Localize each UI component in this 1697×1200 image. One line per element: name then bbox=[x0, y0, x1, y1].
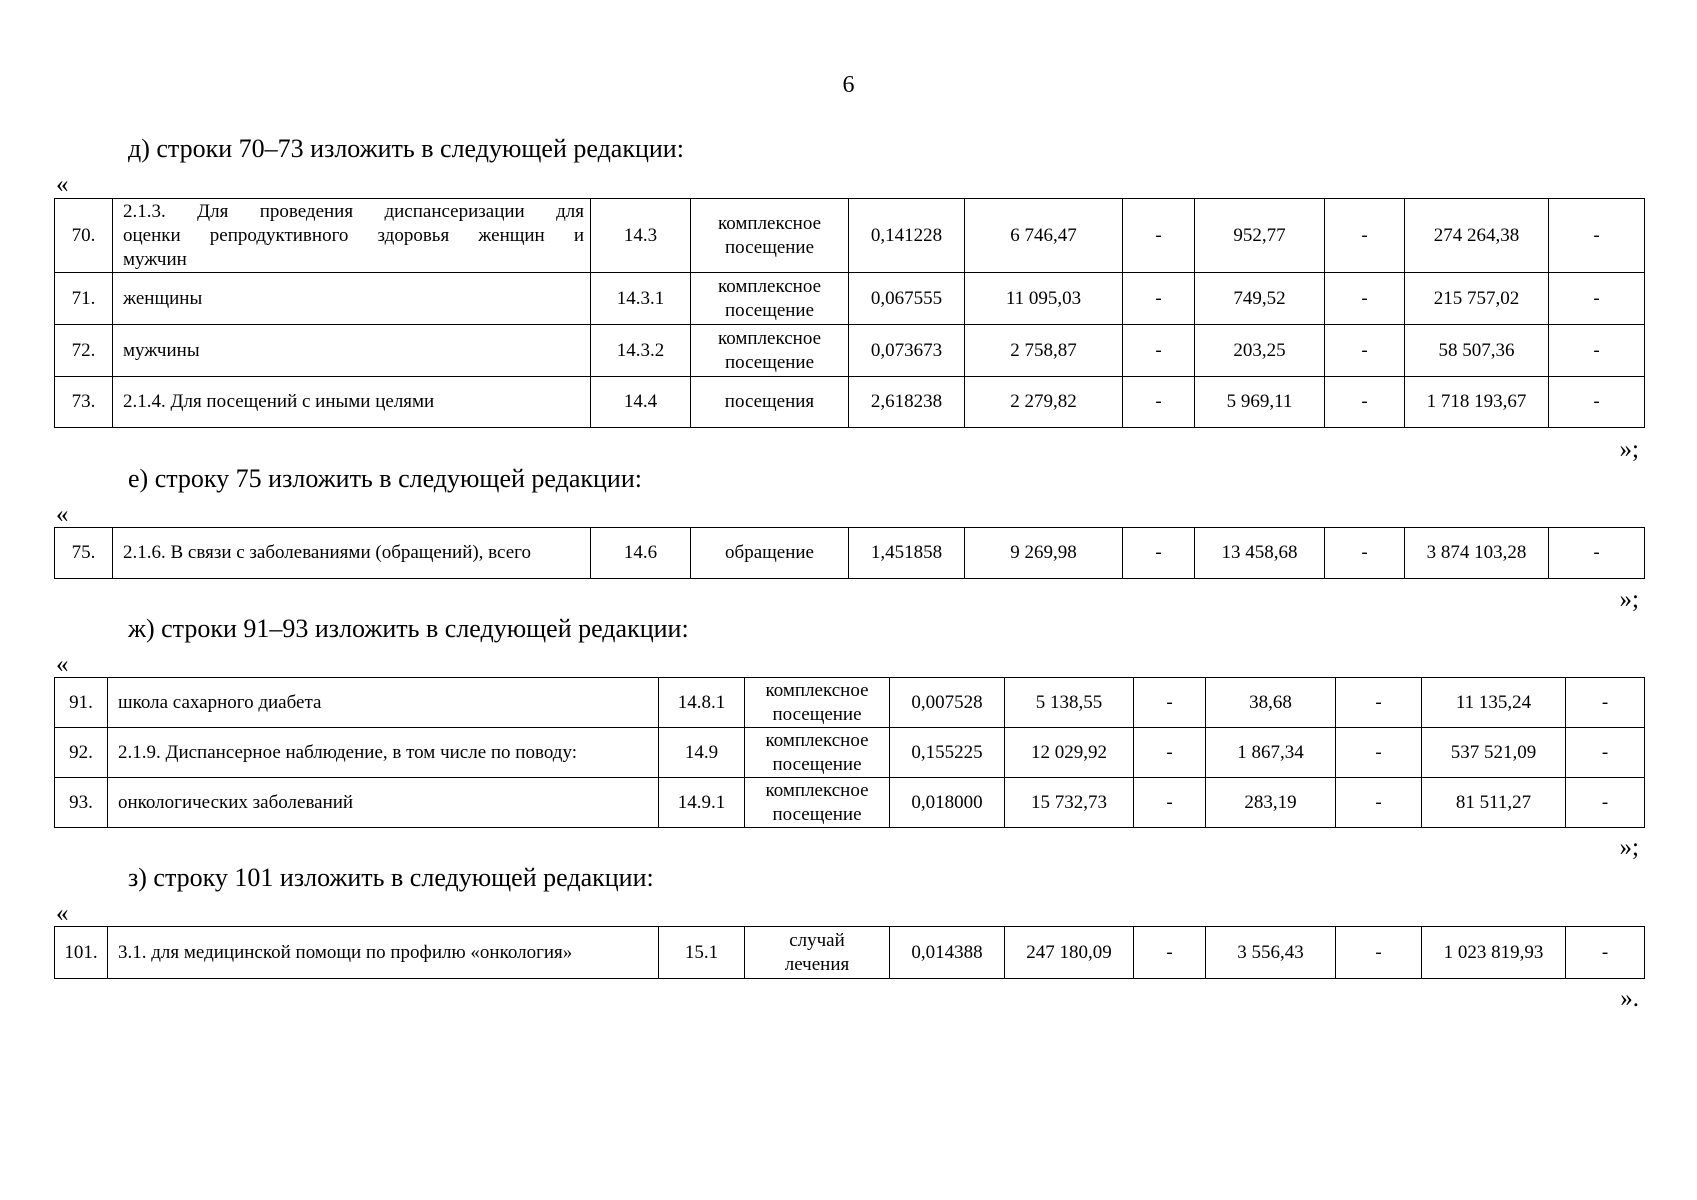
row-code-cell: 14.3 bbox=[591, 199, 691, 273]
row-c3-cell: - bbox=[1566, 678, 1645, 728]
amendment-table bbox=[54, 926, 1645, 979]
row-total2-cell: 81 511,27 bbox=[1422, 778, 1566, 828]
row-c3-cell: - bbox=[1566, 728, 1645, 778]
row-total2-cell: 537 521,09 bbox=[1422, 728, 1566, 778]
row-no-cell: 73. bbox=[55, 377, 113, 428]
table-row bbox=[55, 199, 1645, 273]
row-c3-cell: - bbox=[1549, 325, 1645, 377]
row-unit-cell: комплексное посещение bbox=[745, 728, 890, 778]
row-norm-cell: 0,155225 bbox=[890, 728, 1005, 778]
row-norm-cell: 0,007528 bbox=[890, 678, 1005, 728]
row-name-cell: онкологических заболеваний bbox=[108, 778, 659, 828]
table-row bbox=[55, 273, 1645, 325]
row-code-cell: 14.9 bbox=[659, 728, 745, 778]
section-heading: ж) строки 91–93 изложить в следующей редакции: bbox=[128, 614, 689, 643]
section-heading: д) строки 70–73 изложить в следующей редакции: bbox=[128, 134, 684, 163]
row-unit-cell: комплексное посещение bbox=[691, 273, 849, 325]
row-no-cell: 70. bbox=[55, 199, 113, 273]
row-no-cell: 93. bbox=[55, 778, 108, 828]
row-code-cell: 14.9.1 bbox=[659, 778, 745, 828]
row-c1-cell: - bbox=[1123, 377, 1195, 428]
row-unit-cell: комплексное посещение bbox=[745, 678, 890, 728]
row-c3-cell: - bbox=[1549, 528, 1645, 579]
row-name-cell: 2.1.6. В связи с заболеваниями (обращений), всего bbox=[113, 528, 591, 579]
row-unit-cell: случай лечения bbox=[745, 927, 890, 979]
row-no-cell: 91. bbox=[55, 678, 108, 728]
row-code-cell: 14.4 bbox=[591, 377, 691, 428]
row-c1-cell: - bbox=[1123, 199, 1195, 273]
amendment-table bbox=[54, 677, 1645, 828]
row-unit-cell: обращение bbox=[691, 528, 849, 579]
row-no-cell: 71. bbox=[55, 273, 113, 325]
row-c2-cell: - bbox=[1325, 273, 1405, 325]
row-norm-cell: 0,014388 bbox=[890, 927, 1005, 979]
row-c1-cell: - bbox=[1134, 927, 1206, 979]
row-c3-cell: - bbox=[1566, 927, 1645, 979]
row-code-cell: 14.8.1 bbox=[659, 678, 745, 728]
row-total2-cell: 3 874 103,28 bbox=[1405, 528, 1549, 579]
closing-quote: »; bbox=[1619, 436, 1639, 463]
row-norm-cell: 0,073673 bbox=[849, 325, 965, 377]
row-name-cell: 2.1.3. Для проведения диспансеризации для оценки репродуктивного здоровья женщин и мужчин bbox=[113, 199, 591, 273]
row-name-cell: женщины bbox=[113, 273, 591, 325]
row-c3-cell: - bbox=[1549, 377, 1645, 428]
row-norm-cell: 2,618238 bbox=[849, 377, 965, 428]
row-total1-cell: 283,19 bbox=[1206, 778, 1336, 828]
row-total2-cell: 1 023 819,93 bbox=[1422, 927, 1566, 979]
section-heading: е) строку 75 изложить в следующей редакции: bbox=[128, 464, 642, 493]
row-total2-cell: 215 757,02 bbox=[1405, 273, 1549, 325]
row-total2-cell: 11 135,24 bbox=[1422, 678, 1566, 728]
row-name-cell: мужчины bbox=[113, 325, 591, 377]
row-no-cell: 101. bbox=[55, 927, 108, 979]
row-c3-cell: - bbox=[1549, 273, 1645, 325]
closing-quote: ». bbox=[1620, 985, 1639, 1012]
row-c2-cell: - bbox=[1336, 778, 1422, 828]
row-c1-cell: - bbox=[1134, 728, 1206, 778]
row-no-cell: 75. bbox=[55, 528, 113, 579]
row-code-cell: 14.3.2 bbox=[591, 325, 691, 377]
row-cost-cell: 15 732,73 bbox=[1005, 778, 1134, 828]
row-norm-cell: 0,018000 bbox=[890, 778, 1005, 828]
row-unit-cell: посещения bbox=[691, 377, 849, 428]
row-c2-cell: - bbox=[1336, 728, 1422, 778]
row-norm-cell: 0,141228 bbox=[849, 199, 965, 273]
closing-quote: »; bbox=[1619, 834, 1639, 861]
amendment-table bbox=[54, 527, 1645, 579]
table-row bbox=[55, 325, 1645, 377]
row-unit-cell: комплексное посещение bbox=[691, 325, 849, 377]
row-unit-cell: комплексное посещение bbox=[745, 778, 890, 828]
row-cost-cell: 6 746,47 bbox=[965, 199, 1123, 273]
row-c3-cell: - bbox=[1566, 778, 1645, 828]
row-c1-cell: - bbox=[1123, 528, 1195, 579]
row-total2-cell: 274 264,38 bbox=[1405, 199, 1549, 273]
page-number: 6 bbox=[842, 72, 855, 98]
row-norm-cell: 1,451858 bbox=[849, 528, 965, 579]
row-total1-cell: 5 969,11 bbox=[1195, 377, 1325, 428]
row-cost-cell: 11 095,03 bbox=[965, 273, 1123, 325]
row-total1-cell: 1 867,34 bbox=[1206, 728, 1336, 778]
row-total1-cell: 749,52 bbox=[1195, 273, 1325, 325]
row-c2-cell: - bbox=[1325, 377, 1405, 428]
row-total1-cell: 952,77 bbox=[1195, 199, 1325, 273]
row-c1-cell: - bbox=[1134, 678, 1206, 728]
row-name-cell: 2.1.9. Диспансерное наблюдение, в том числе по поводу: bbox=[108, 728, 659, 778]
row-c2-cell: - bbox=[1325, 528, 1405, 579]
opening-quote: « bbox=[56, 501, 69, 528]
table-row bbox=[55, 377, 1645, 428]
opening-quote: « bbox=[56, 651, 69, 678]
opening-quote: « bbox=[56, 900, 69, 927]
row-total1-cell: 38,68 bbox=[1206, 678, 1336, 728]
row-total1-cell: 3 556,43 bbox=[1206, 927, 1336, 979]
row-c1-cell: - bbox=[1123, 325, 1195, 377]
table-row bbox=[55, 528, 1645, 579]
amendment-table bbox=[54, 198, 1645, 428]
row-no-cell: 72. bbox=[55, 325, 113, 377]
table-row bbox=[55, 927, 1645, 979]
row-c1-cell: - bbox=[1134, 778, 1206, 828]
row-name-cell: школа сахарного диабета bbox=[108, 678, 659, 728]
closing-quote: »; bbox=[1619, 586, 1639, 613]
row-cost-cell: 9 269,98 bbox=[965, 528, 1123, 579]
row-total2-cell: 1 718 193,67 bbox=[1405, 377, 1549, 428]
row-c2-cell: - bbox=[1336, 927, 1422, 979]
row-c2-cell: - bbox=[1336, 678, 1422, 728]
row-cost-cell: 2 279,82 bbox=[965, 377, 1123, 428]
row-no-cell: 92. bbox=[55, 728, 108, 778]
row-cost-cell: 12 029,92 bbox=[1005, 728, 1134, 778]
row-unit-cell: комплексное посещение bbox=[691, 199, 849, 273]
row-total1-cell: 203,25 bbox=[1195, 325, 1325, 377]
row-name-cell: 2.1.4. Для посещений с иными целями bbox=[113, 377, 591, 428]
table-row bbox=[55, 678, 1645, 728]
row-code-cell: 14.3.1 bbox=[591, 273, 691, 325]
table-row bbox=[55, 728, 1645, 778]
row-norm-cell: 0,067555 bbox=[849, 273, 965, 325]
section-heading: з) строку 101 изложить в следующей редакции: bbox=[128, 863, 654, 892]
row-total2-cell: 58 507,36 bbox=[1405, 325, 1549, 377]
row-cost-cell: 247 180,09 bbox=[1005, 927, 1134, 979]
row-code-cell: 14.6 bbox=[591, 528, 691, 579]
row-c2-cell: - bbox=[1325, 199, 1405, 273]
row-cost-cell: 5 138,55 bbox=[1005, 678, 1134, 728]
row-total1-cell: 13 458,68 bbox=[1195, 528, 1325, 579]
row-c3-cell: - bbox=[1549, 199, 1645, 273]
row-cost-cell: 2 758,87 bbox=[965, 325, 1123, 377]
row-c2-cell: - bbox=[1325, 325, 1405, 377]
row-code-cell: 15.1 bbox=[659, 927, 745, 979]
row-name-cell: 3.1. для медицинской помощи по профилю «онкология» bbox=[108, 927, 659, 979]
row-c1-cell: - bbox=[1123, 273, 1195, 325]
opening-quote: « bbox=[56, 171, 69, 198]
table-row bbox=[55, 778, 1645, 828]
